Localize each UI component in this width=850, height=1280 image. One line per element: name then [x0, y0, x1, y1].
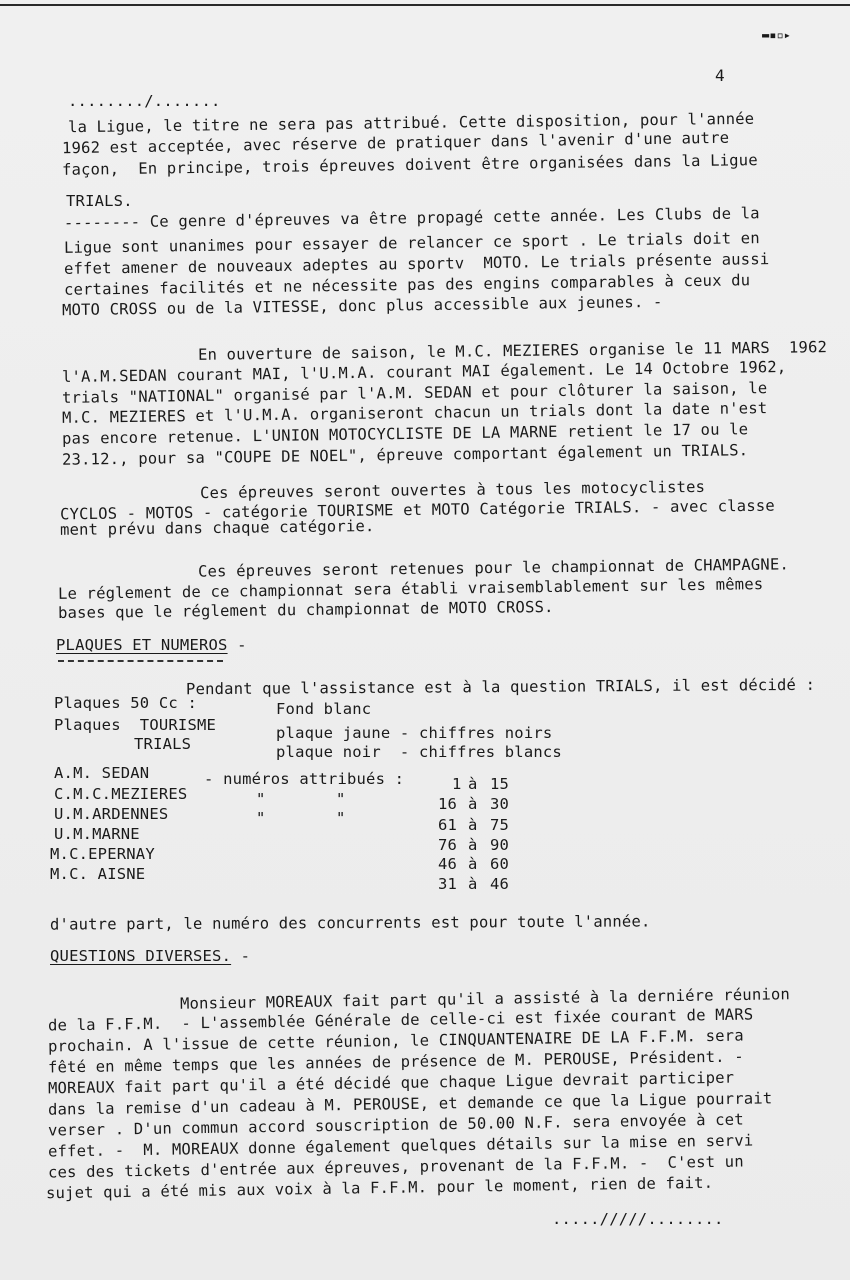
plaque-value: plaque noir - chiffres blancs — [276, 743, 562, 761]
club-name: U.M.ARDENNES — [54, 805, 169, 823]
trials-p1-line — [64, 206, 760, 231]
dash-prefix: -------- — [63, 212, 141, 232]
questions-line: Monsieur MOREAUX fait part qu'il a assisté à la derniére réunion — [179, 985, 791, 1013]
plaque-label: Plaques TOURISME — [54, 716, 217, 734]
continuation-marker: ......../....... — [68, 92, 221, 110]
range-from: 31 — [438, 875, 458, 893]
questions-heading-suffix: - — [231, 947, 251, 965]
range-sep: à — [468, 875, 478, 893]
trials-p1-line: MOTO CROSS ou de la VITESSE, donc plus accessible aux jeunes. - — [61, 292, 663, 320]
range-to: 15 — [490, 775, 510, 793]
plaques-heading-suffix: - — [227, 636, 247, 654]
assign-text: - numéros attribués : — [204, 770, 405, 788]
range-to: 75 — [490, 816, 510, 834]
intro-line: la Ligue, le titre ne sera pas attribué. Cette disposition, pour l'année — [67, 109, 755, 137]
ditto-mark: " — [336, 790, 346, 808]
questions-line: verser . D'un commun accord souscription de 50.00 N.F. sera envoyée à cet — [47, 1110, 744, 1140]
questions-line: effet. - M. MOREAUX donne également quelques détails sur la mise en servi — [47, 1131, 754, 1161]
trials-p3-line: CYCLOS - MOTOS - catégorie TOURISME et MOTO Catégorie TRIALS. - avec classe — [59, 496, 775, 524]
club-name: C.M.C.MEZIERES — [54, 785, 188, 803]
trials-p2-line: En ouverture de saison, le M.C. MEZIERES organise le 11 MARS 1962 — [197, 338, 828, 364]
ditto-mark: " — [336, 809, 346, 827]
questions-line: sujet qui a été mis aux voix à la F.F.M. pour le moment, rien de fait. — [45, 1173, 714, 1203]
heading-underline — [58, 660, 223, 662]
range-sep: à — [468, 816, 478, 834]
trials-p2-line: l'A.M.SEDAN courant MAI, l'U.M.A. courant MAI également. Le 14 Octobre 1962, — [61, 357, 787, 387]
club-name: A.M. SEDAN — [54, 764, 150, 782]
plaque-value: Fond blanc — [276, 700, 372, 718]
range-from: 61 — [438, 816, 458, 834]
plaques-intro: Pendant que l'assistance est à la question TRIALS, il est décidé : — [185, 675, 816, 699]
trials-p3-line: ment prévu dans chaque catégorie. — [59, 517, 375, 539]
questions-heading-text: QUESTIONS DIVERSES. — [50, 947, 232, 965]
club-name: M.C. AISNE — [50, 865, 146, 883]
range-sep: à — [468, 775, 478, 793]
range-to: 46 — [490, 875, 510, 893]
trials-p2-line: M.C. MEZIERES et l'U.M.A. organiseront chacun un trials dont la date n'est — [61, 399, 768, 427]
questions-line: dans la remise d'un cadeau à M. PEROUSE, et demande ce que la Ligue pourrait — [47, 1089, 773, 1119]
plaques-heading — [56, 638, 247, 654]
plaque-label: Plaques 50 Cc : — [54, 694, 197, 712]
range-from: 76 — [438, 836, 458, 854]
range-sep: à — [468, 795, 478, 813]
plaque-label: TRIALS — [134, 735, 192, 753]
trials-heading: TRIALS. — [66, 192, 133, 210]
trials-p1-line: effet amener de nouveaux adeptes au sportv MOTO. Le trials présente aussi — [63, 250, 770, 278]
range-sep: à — [468, 855, 478, 873]
ditto-mark: " — [256, 790, 266, 808]
trials-p2-line: trials "NATIONAL" organisé par l'A.M. SEDAN et pour clôturer la saison, le — [61, 379, 768, 407]
trials-p1-text: Ce genre d'épreuves va être propagé cette année. Les Clubs de la — [140, 204, 760, 231]
trials-p4-line: bases que le réglement du championnat de MOTO CROSS. — [57, 597, 554, 623]
trials-p4-line: Le réglement de ce championnat sera établi vraisemblablement sur les mêmes — [57, 575, 764, 603]
club-name: M.C.EPERNAY — [50, 845, 155, 863]
ditto-mark: " — [256, 809, 266, 827]
plaque-value: plaque jaune - chiffres noirs — [276, 724, 553, 742]
plaques-note: d'autre part, le numéro des concurrents est pour toute l'année. — [49, 912, 651, 934]
questions-line: fêté en même temps que les années de présence de M. PEROUSE, Président. - — [47, 1047, 744, 1077]
range-from: 46 — [438, 855, 458, 873]
range-to: 90 — [490, 836, 510, 854]
trials-p1-line: certaines facilités et ne nécessite pas des engins comparables à ceux du — [63, 271, 751, 299]
club-name: U.M.MARNE — [54, 825, 140, 843]
range-to: 60 — [490, 855, 510, 873]
questions-line: prochain. A l'issue de cette réunion, le CINQUANTENAIRE DE LA F.F.M. sera — [47, 1026, 744, 1056]
trials-p2-line: pas encore retenue. L'UNION MOTOCYCLISTE DE LA MARNE retient le 17 ou le — [61, 420, 749, 448]
trials-p4-line: Ces épreuves seront retenues pour le championnat de CHAMPAGNE. — [197, 555, 790, 581]
intro-line: façon, En principe, trois épreuves doivent être organisées dans la Ligue — [61, 151, 758, 179]
questions-line: ces des tickets d'entrée aux épreuves, provenant de la F.F.M. - C'est un — [47, 1152, 744, 1182]
range-from: 16 — [438, 795, 458, 813]
trials-p3-line: Ces épreuves seront ouvertes à tous les motocyclistes — [199, 477, 706, 503]
top-rule — [0, 4, 850, 6]
plaques-heading-text: PLAQUES ET NUMEROS — [56, 636, 228, 654]
trials-p1-line: Ligue sont unanimes pour essayer de relancer ce sport . Le trials doit en — [63, 229, 760, 257]
end-mark: ...../////........ — [552, 1210, 724, 1228]
intro-line: 1962 est acceptée, avec réserve de pratiquer dans l'avenir d'une autre — [61, 128, 730, 158]
range-from: 1 — [452, 775, 462, 793]
questions-line: de la F.F.M. - L'assemblée Générale de celle-ci est fixée courant de MARS — [47, 1005, 754, 1035]
page-number: 4 — [715, 66, 725, 85]
questions-line: MOREAUX fait part qu'il a été décidé que chaque Ligue devrait participer — [47, 1068, 735, 1098]
questions-heading — [50, 949, 250, 965]
corner-mark: ▬▪▫▸ — [762, 28, 791, 42]
range-to: 30 — [490, 795, 510, 813]
range-sep: à — [468, 836, 478, 854]
trials-p2-line: 23.12., pour sa "COUPE DE NOEL", épreuve comportant également un TRIALS. — [61, 441, 749, 469]
